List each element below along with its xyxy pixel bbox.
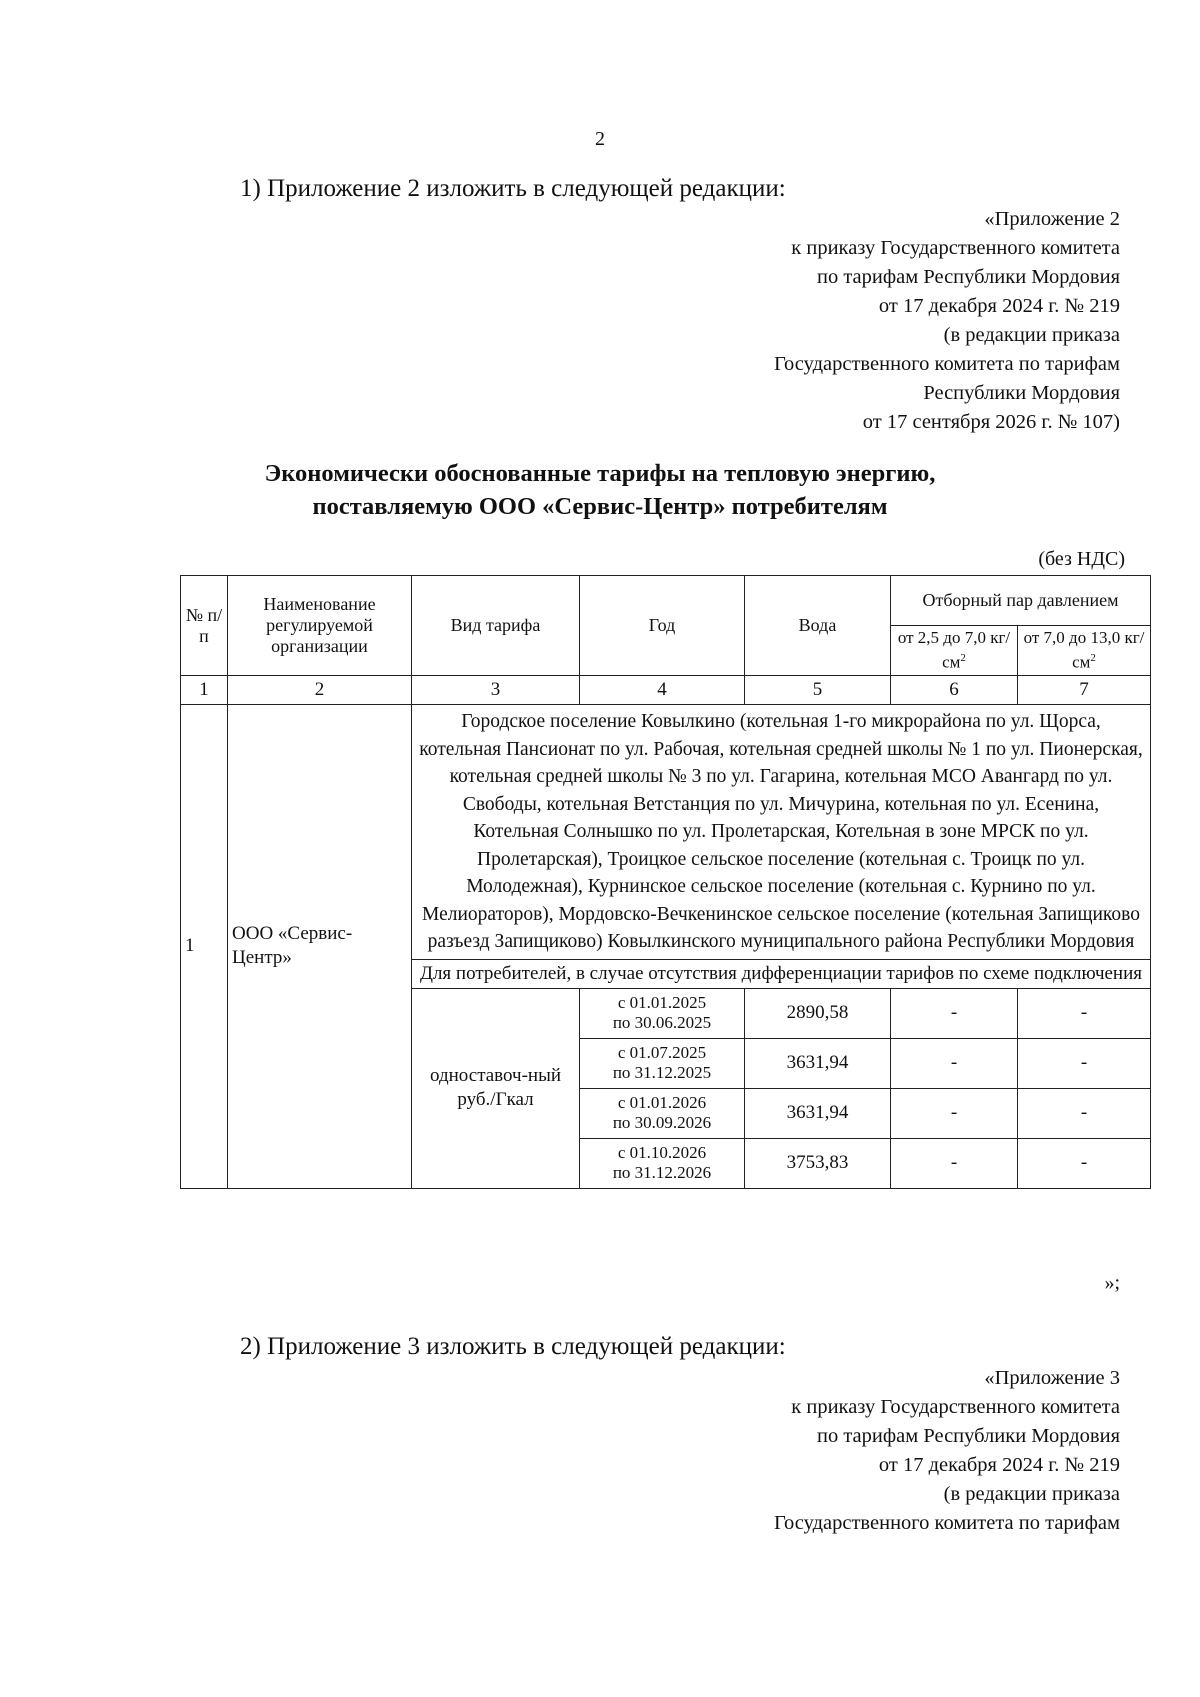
page-number: 2 [595, 128, 605, 150]
header-steam-high-text: от 7,0 до 13,0 кг/см [1023, 628, 1145, 672]
column-number: 6 [891, 676, 1018, 705]
column-number: 1 [181, 676, 228, 705]
tariff-table [180, 575, 1151, 1189]
period-to: по 30.06.2025 [612, 1013, 712, 1032]
appendix-line: от 17 декабря 2024 г. № 219 [878, 295, 1120, 317]
steam-high-value: - [1018, 1138, 1151, 1188]
period-cell [580, 1138, 745, 1188]
period-cell [580, 1038, 745, 1088]
steam-low-value: - [891, 1038, 1018, 1088]
header-water: Вода [745, 576, 891, 676]
header-tariff-type: Вид тарифа [412, 576, 580, 676]
document-title [0, 457, 1200, 523]
vat-note: (без НДС) [1038, 548, 1125, 570]
superscript: 2 [1090, 652, 1096, 665]
water-value: 3753,83 [745, 1138, 891, 1188]
appendix-line: «Приложение 2 [984, 208, 1120, 230]
appendix-line: Республики Мордовия [923, 382, 1120, 404]
organization-name: ООО «Сервис-Центр» [228, 705, 412, 1189]
column-number: 4 [580, 676, 745, 705]
appendix-line: (в редакции приказа [943, 1483, 1120, 1505]
water-value: 2890,58 [745, 988, 891, 1038]
title-line-1: Экономически обоснованные тарифы на тепловую энергию, [264, 460, 936, 487]
steam-low-value: - [891, 1088, 1018, 1138]
appendix-line: «Приложение 3 [984, 1367, 1120, 1389]
appendix-line: от 17 декабря 2024 г. № 219 [878, 1454, 1120, 1476]
appendix-line: по тарифам Республики Мордовия [816, 1425, 1120, 1447]
period-to: по 31.12.2025 [612, 1063, 712, 1082]
period-to: по 31.12.2026 [612, 1163, 712, 1182]
appendix-line: к приказу Государственного комитета [791, 237, 1120, 259]
service-area-description: Городское поселение Ковылкино (котельная 1-го микрорайона по ул. Щорса, котельная Пансионат по ул. Рабочая, котельная средней школы № 1 по ул. Пионерская, котельная средней школы № 3 по ул. Гагарина, котельная МСО Авангард по ул. Свободы, котельная Ветстанция по ул. Мичурина, котельная по ул. Есенина, Котельная Солнышко по ул. Пролетарская, Котельная в зоне МРСК по ул. Пролетарская), Троицкое сельское поселение (котельная с. Троицк по ул. Молодежная), Курнинское сельское поселение (котельная с. Курнино по ул. Мелиораторов), Мордовско-Вечкенинское сельское поселение (котельная Запищиково разъезд Запищиково) Ковылкинского муниципального района Республики Мордовия [412, 705, 1151, 960]
column-number: 7 [1018, 676, 1151, 705]
appendix-3-header [774, 1364, 1120, 1538]
appendix-line: от 17 сентября 2026 г. № 107) [862, 411, 1120, 433]
water-value: 3631,94 [745, 1038, 891, 1088]
steam-high-value: - [1018, 988, 1151, 1038]
appendix-line: к приказу Государственного комитета [791, 1396, 1120, 1418]
header-num: № п/п [181, 576, 228, 676]
steam-high-value: - [1018, 1038, 1151, 1088]
appendix-2-header [774, 205, 1120, 437]
row-number: 1 [181, 705, 228, 1189]
appendix-line: Государственного комитета по тарифам [774, 1512, 1120, 1534]
steam-low-value: - [891, 1138, 1018, 1188]
section-1-heading: 1) Приложение 2 изложить в следующей редакции: [240, 175, 786, 202]
header-year: Год [580, 576, 745, 676]
column-number: 2 [228, 676, 412, 705]
section-2-heading: 2) Приложение 3 изложить в следующей редакции: [240, 1333, 786, 1360]
column-number: 3 [412, 676, 580, 705]
header-steam: Отборный пар давлением [891, 576, 1151, 626]
header-steam-high [1018, 626, 1151, 676]
period-from: с 01.01.2026 [617, 1093, 707, 1112]
consumers-note: Для потребителей, в случае отсутствия дифференциации тарифов по схеме подключения [412, 959, 1151, 988]
steam-high-value: - [1018, 1088, 1151, 1138]
title-line-2: поставляемую ООО «Сервис-Центр» потребителям [312, 493, 888, 520]
header-steam-low-text: от 2,5 до 7,0 кг/см [897, 628, 1011, 672]
period-cell [580, 988, 745, 1038]
appendix-line: по тарифам Республики Мордовия [816, 266, 1120, 288]
superscript: 2 [960, 652, 966, 665]
column-number: 5 [745, 676, 891, 705]
appendix-line: Государственного комитета по тарифам [774, 353, 1120, 375]
period-from: с 01.10.2026 [617, 1143, 707, 1162]
water-value: 3631,94 [745, 1088, 891, 1138]
period-from: с 01.07.2025 [617, 1043, 707, 1062]
steam-low-value: - [891, 988, 1018, 1038]
appendix-line: (в редакции приказа [943, 324, 1120, 346]
period-cell [580, 1088, 745, 1138]
header-steam-low [891, 626, 1018, 676]
closing-quote: »; [1104, 1272, 1120, 1294]
period-from: с 01.01.2025 [617, 993, 707, 1012]
period-to: по 30.09.2026 [612, 1113, 712, 1132]
header-org: Наименование регулируемой организации [228, 576, 412, 676]
tariff-kind: одноставоч-ный руб./Гкал [412, 988, 580, 1188]
